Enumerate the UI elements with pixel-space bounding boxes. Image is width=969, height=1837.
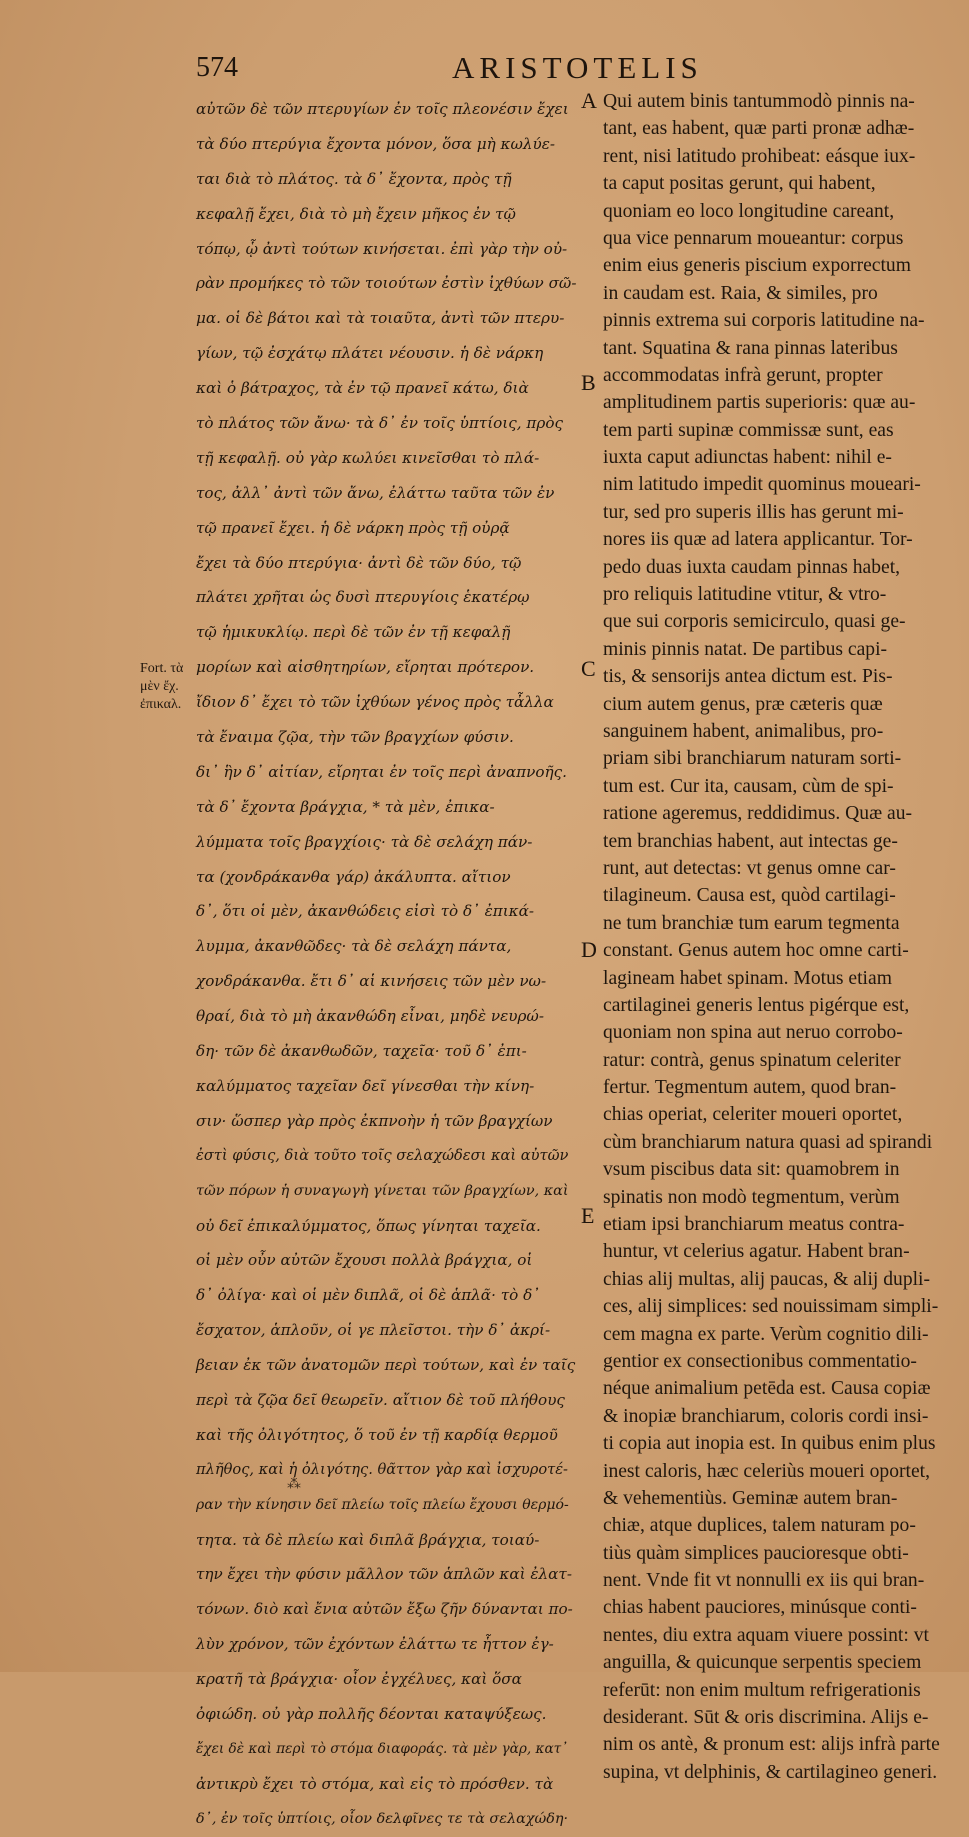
latin-text-line: supina, vt delphinis, & cartilagineo generi.: [603, 1761, 938, 1783]
latin-text-line: desiderant. Sūt & oris discrimina. Alijs e-: [603, 1707, 929, 1729]
greek-text-line: μορίων καὶ αἰσθητηρίων, εἴρηται πρότερον.: [196, 658, 535, 677]
greek-text-line: ἔσχατον, ἁπλοῦν, οἱ γε πλεῖστοι. τὴν δ᾽ ἀκρί-: [196, 1321, 551, 1340]
margin-note-line: ἐπικαλ.: [140, 697, 182, 712]
greek-text-line: τὸ πλάτος τῶν ἄνω· τὰ δ᾽ ἐν τοῖς ὑπτίοις, πρὸς: [196, 414, 563, 433]
section-marker-c: C: [581, 656, 596, 681]
margin-note-line: Fort. τὰ: [140, 661, 184, 676]
greek-text-line: γίων, τῷ ἐσχάτῳ πλάτει νέουσιν. ἡ δὲ νάρκη: [196, 344, 544, 363]
latin-text-line: gentior ex consectionibus commentatio-: [603, 1350, 917, 1372]
greek-text-line: ται διὰ τὸ πλάτος. τὰ δ᾽ ἔχοντα, πρὸς τῇ: [196, 169, 512, 188]
latin-text-line: fertur. Tegmentum autem, quod bran-: [603, 1077, 897, 1099]
bottom-mark: ⁂: [287, 1477, 301, 1492]
greek-text-line: καὶ ὁ βάτραχος, τὰ ἐν τῷ πρανεῖ κάτω, διὰ: [196, 379, 529, 398]
latin-text-line: ratione ageremus, reddidimus. Quæ au-: [603, 803, 913, 825]
latin-text-line: huntur, vt celerius agatur. Habent bran-: [603, 1241, 910, 1263]
latin-text-line: rent, nisi latitudo prohibeat: eásque iux-: [603, 145, 916, 167]
latin-column: [603, 88, 941, 1786]
greek-text-line: ἴδιον δ᾽ ἔχει τὸ τῶν ἰχθύων γένος πρὸς τἆλλα: [196, 693, 554, 712]
greek-text-line: λυμμα, ἀκανθῶδες· τὰ δὲ σελάχη πάντα,: [196, 937, 512, 956]
greek-text-line: τῇ κεφαλῇ. οὐ γὰρ κωλύει κινεῖσθαι τὸ πλά-: [196, 448, 540, 467]
latin-text-line: amplitudinem partis superioris: quæ au-: [603, 392, 916, 414]
greek-text-line: δι᾽ ἣν δ᾽ αἰτίαν, εἴρηται ἐν τοῖς περὶ ἀναπνοῆς.: [196, 762, 567, 781]
greek-text-line: μα. οἱ δὲ βάτοι καὶ τὰ τοιαῦτα, ἀντὶ τῶν πτερυ-: [196, 309, 565, 328]
latin-text-line: pro reliquis latitudine vtitur, & vtro-: [603, 584, 887, 606]
latin-text-line: pinnis extrema sui corporis latitudine na-: [603, 310, 925, 332]
latin-text-line: chias habent pauciores, minúsque conti-: [603, 1597, 917, 1619]
greek-text-line: τὰ ἔναιμα ζῷα, τὴν τῶν βραγχίων φύσιν.: [196, 728, 514, 747]
latin-text-line: quoniam eo loco longitudine careant,: [603, 200, 895, 222]
greek-text-line: τα (χονδράκανθα γάρ) ἀκάλυπτα. αἴτιον: [196, 867, 511, 886]
greek-text-line: σιν· ὥσπερ γὰρ πρὸς ἐκπνοὴν ἡ τῶν βραγχίων: [196, 1111, 553, 1130]
latin-text-line: sanguinem habent, animalibus, pro-: [603, 720, 884, 742]
latin-text-line: cùm branchiarum natura quasi ad spirandi: [603, 1131, 933, 1153]
greek-text-line: οἱ μὲν οὖν αὐτῶν ἔχουσι πολλὰ βράγχια, οἱ: [196, 1251, 533, 1270]
greek-text-line: δ᾽, ὅτι οἱ μὲν, ἀκανθώδεις εἰσὶ τὸ δ᾽ ἐπικά-: [196, 902, 534, 921]
latin-text-line: chiæ, atque duplices, talem naturam po-: [603, 1515, 916, 1537]
greek-text-line: πλάτει χρῆται ὡς δυσὶ πτερυγίοις ἑκατέρῳ: [196, 588, 530, 607]
running-title: ARISTOTELIS: [452, 50, 703, 85]
greek-text-line: τόνων. διὸ καὶ ἔνια αὐτῶν ἔξω ζῆν δύνανται πο-: [196, 1600, 573, 1619]
latin-text-line: nim os antè, & pronum est: alijs infrà parte: [603, 1734, 940, 1756]
greek-text-line: οὐ δεῖ ἐπικαλύμματος, ὅπως γίνηται ταχεῖα.: [196, 1216, 541, 1235]
latin-text-line: tant, eas habent, quæ parti pronæ adhæ-: [603, 118, 915, 140]
page-header: [0, 52, 969, 92]
greek-text-line: κρατῆ τὰ βράγχια· οἷον ἐγχέλυες, καὶ ὅσα: [196, 1670, 522, 1689]
latin-text-line: cium autem genus, præ cæteris quæ: [603, 693, 883, 715]
latin-text-line: enim eius generis piscium exporrectum: [603, 255, 911, 277]
greek-text-line: ρὰν προμήκες τὸ τῶν τοιούτων ἐστὶν ἰχθύων σῶ-: [196, 274, 577, 293]
greek-text-line: τος, ἀλλ᾽ ἀντὶ τῶν ἄνω, ἐλάττω ταῦτα τῶν ἐν: [196, 483, 555, 502]
latin-text-line: tur, sed pro superis illis has gerunt mi-: [603, 501, 904, 523]
latin-text-line: minis pinnis natat. De partibus capi-: [603, 638, 888, 660]
greek-text-line: δη· τῶν δὲ ἀκανθωδῶν, ταχεῖα· τοῦ δ᾽ ἐπι-: [196, 1042, 527, 1061]
latin-text-line: cartilaginei generis lentus pigérque est,: [603, 994, 910, 1016]
greek-text-line: τὰ δύο πτερύγια ἔχοντα μόνον, ὅσα μὴ κωλύε-: [196, 134, 556, 153]
section-marker-e: E: [581, 1203, 595, 1228]
greek-text-line: λὺν χρόνον, τῶν ἐχόντων ἐλάττω τε ἧττον ἐγ-: [196, 1635, 554, 1654]
latin-text-line: ta caput positas gerunt, qui habent,: [603, 173, 876, 195]
latin-text-line: tem parti supinæ commissæ sunt, eas: [603, 419, 894, 441]
latin-text-line: accommodatas infrà gerunt, propter: [603, 364, 883, 386]
greek-text-line: τόπῳ, ᾧ ἀντὶ τούτων κινήσεται. ἐπὶ γὰρ τὴν οὐ-: [196, 239, 568, 258]
latin-text-line: inest caloris, hæc celeriùs moueri oportet,: [603, 1460, 931, 1482]
greek-text-line: καὶ τῆς ὀλιγότητος, ὅ τοῦ ἐν τῇ καρδίᾳ θερμοῦ: [196, 1425, 558, 1444]
greek-text-line: περὶ τὰ ζῷα δεῖ θεωρεῖν. αἴτιον δὲ τοῦ πλήθους: [196, 1390, 565, 1409]
greek-text-line: χονδράκανθα. ἔτι δ᾽ αἱ κινήσεις τῶν μὲν νω-: [196, 972, 547, 991]
greek-text-line: αὐτῶν δὲ τῶν πτερυγίων ἐν τοῖς πλεονέσιν ἔχει: [196, 100, 569, 118]
latin-text-line: & vehementiùs. Geminæ autem bran-: [603, 1487, 898, 1509]
latin-text-line: pedo duas iuxta caudam pinnas habet,: [603, 556, 901, 578]
latin-text-line: nentes, diu extra aquam viuere possint: vt: [603, 1624, 929, 1646]
greek-text-line: καλύμματος ταχεῖαν δεῖ γίνεσθαι τὴν κίνη-: [196, 1076, 535, 1095]
latin-text-line: tant. Squatina & rana pinnas lateribus: [603, 337, 898, 359]
section-marker-b: B: [581, 370, 596, 395]
latin-text-line: nores iis quæ ad latera applicantur. Tor-: [603, 529, 913, 551]
latin-text-line: nim latitudo impedit quominus moueari-: [603, 474, 921, 496]
latin-text-line: nent. Vnde fit vt nonnulli ex iis qui bran-: [603, 1570, 925, 1592]
latin-text-line: chias operiat, celeriter moueri oportet,: [603, 1104, 903, 1126]
latin-text-line: tem branchias habent, aut intectas ge-: [603, 830, 898, 852]
greek-text-line: λύμματα τοῖς βραγχίοις· τὰ δὲ σελάχη πάν-: [196, 832, 533, 851]
section-marker-d: D: [581, 937, 597, 962]
greek-text-line: τὰ δ᾽ ἔχοντα βράγχια, * τὰ μὲν, ἐπικα-: [196, 797, 495, 816]
latin-text-line: etiam ipsi branchiarum meatus contra-: [603, 1214, 905, 1236]
latin-text-line: chias alij multas, alij paucas, & alij dupli-: [603, 1268, 931, 1290]
show-through-left: [332, 54, 344, 88]
latin-text-line: constant. Genus autem hoc omne carti-: [603, 940, 909, 962]
latin-text-line: referūt: non enim multum refrigerationis: [603, 1679, 921, 1701]
greek-text-line: δ᾽, ἐν τοῖς ὑπτίοις, οἷον δελφῖνες τε τὰ σελαχώδη·: [196, 1810, 569, 1827]
margin-note-line: μὲν ἔχ.: [140, 679, 179, 694]
greek-text-line: τητα. τὰ δὲ πλείω καὶ διπλᾶ βράγχια, τοιαύ-: [196, 1530, 540, 1549]
greek-text-line: ἀντικρὺ ἔχει τὸ στόμα, καὶ εἰς τὸ πρόσθεν. τὰ: [196, 1774, 554, 1793]
latin-text-line: qua vice pennarum moueantur: corpus: [603, 227, 904, 249]
latin-text-line: runt, aut detectas: vt genus omne car-: [603, 857, 896, 879]
greek-text-line: δ᾽ ὀλίγα· καὶ οἱ μὲν διπλᾶ, οἱ δὲ ἁπλᾶ· τὸ δ᾽: [196, 1286, 540, 1305]
latin-text-line: ti copia aut inopia est. In quibus enim plus: [603, 1433, 936, 1455]
latin-text-line: tiùs quàm simplices paucioresque obti-: [603, 1542, 909, 1564]
page-number: 574: [196, 52, 238, 83]
latin-text-line: anguilla, & quicunque serpentis speciem: [603, 1652, 922, 1674]
latin-text-line: Qui autem binis tantummodò pinnis na-: [603, 91, 915, 112]
latin-text-line: in caudam est. Raia, & similes, pro: [603, 282, 878, 304]
latin-text-line: ratur: contrà, genus spinatum celeriter: [603, 1049, 901, 1071]
greek-text-line: βειαν ἐκ τῶν ἀνατομῶν περὶ τούτων, καὶ ἐν ταῖς: [196, 1356, 576, 1375]
latin-text-line: cem magna ex parte. Verùm cognitio dili-: [603, 1323, 929, 1345]
greek-text-line: κεφαλῇ ἔχει, διὰ τὸ μὴ ἔχειν μῆκος ἐν τῷ: [196, 204, 516, 223]
latin-text-line: tum est. Cur ita, causam, cùm de spi-: [603, 775, 894, 797]
greek-column: [196, 92, 576, 1837]
latin-text-line: tilagineum. Causa est, quòd cartilagi-: [603, 885, 896, 907]
latin-text-line: que sui corporis semicirculo, quasi ge-: [603, 611, 906, 633]
greek-text-line: θραί, διὰ τὸ μὴ ἀκανθώδη εἶναι, μηδὲ νευρώ-: [196, 1007, 544, 1026]
greek-text-line: τῷ πρανεῖ ἔχει. ἡ δὲ νάρκη πρὸς τῇ οὐρᾷ: [196, 518, 510, 537]
greek-text-line: ραν τὴν κίνησιν δεῖ πλείω τοῖς πλείω ἔχουσι θερμό-: [196, 1496, 569, 1513]
greek-text-line: τῶν πόρων ἡ συναγωγὴ γίνεται τῶν βραγχίων, καὶ: [196, 1182, 569, 1199]
latin-text-line: & inopiæ branchiarum, coloris cordi insi-: [603, 1405, 929, 1427]
latin-text-line: vsum piscibus data sit: quamobrem in: [603, 1159, 900, 1181]
greek-text-line: πλῆθος, καὶ ἡ ὀλιγότης. θᾶττον γὰρ καὶ ἰσχυροτέ-: [196, 1460, 568, 1478]
latin-text-line: iuxta caput adiunctas habent: nihil e-: [603, 447, 892, 469]
greek-text-line: ἔχει δὲ καὶ περὶ τὸ στόμα διαφοράς. τὰ μὲν γὰρ, κατ᾽: [196, 1740, 568, 1757]
latin-text-line: quoniam non spina aut neruo corrobo-: [603, 1022, 903, 1044]
greek-text-line: τῷ ἡμικυκλίῳ. περὶ δὲ τῶν ἐν τῇ κεφαλῇ: [196, 623, 511, 642]
greek-text-line: την ἔχει τὴν φύσιν μᾶλλον τῶν ἁπλῶν καὶ ἐλατ-: [196, 1565, 572, 1584]
latin-text-line: tis, & sensorijs antea dictum est. Pis-: [603, 666, 893, 688]
latin-text-line: néque animalium petēda est. Causa copiæ: [603, 1378, 931, 1400]
greek-text-line: ἐστὶ φύσις, διὰ τοῦτο τοῖς σελαχώδεσι καὶ αὐτῶν: [196, 1146, 569, 1164]
latin-text-line: ces, alij simplices: sed nouissimam simpli-: [603, 1296, 939, 1318]
latin-text-line: ne tum branchiæ tum earum tegmenta: [603, 912, 900, 934]
section-marker-a: A: [581, 88, 597, 113]
greek-text-line: ἔχει τὰ δύο πτερύγια· ἀντὶ δὲ τῶν δύο, τῷ: [196, 553, 522, 572]
latin-text-line: priam sibi branchiarum naturam sorti-: [603, 748, 902, 770]
latin-text-line: spinatis non modò tegmentum, verùm: [603, 1186, 900, 1208]
latin-text-line: lagineam habet spinam. Motus etiam: [603, 967, 892, 989]
greek-text-line: ὀφιώδη. οὐ γὰρ πολλῆς δέονται καταψύξεως.: [196, 1704, 547, 1723]
